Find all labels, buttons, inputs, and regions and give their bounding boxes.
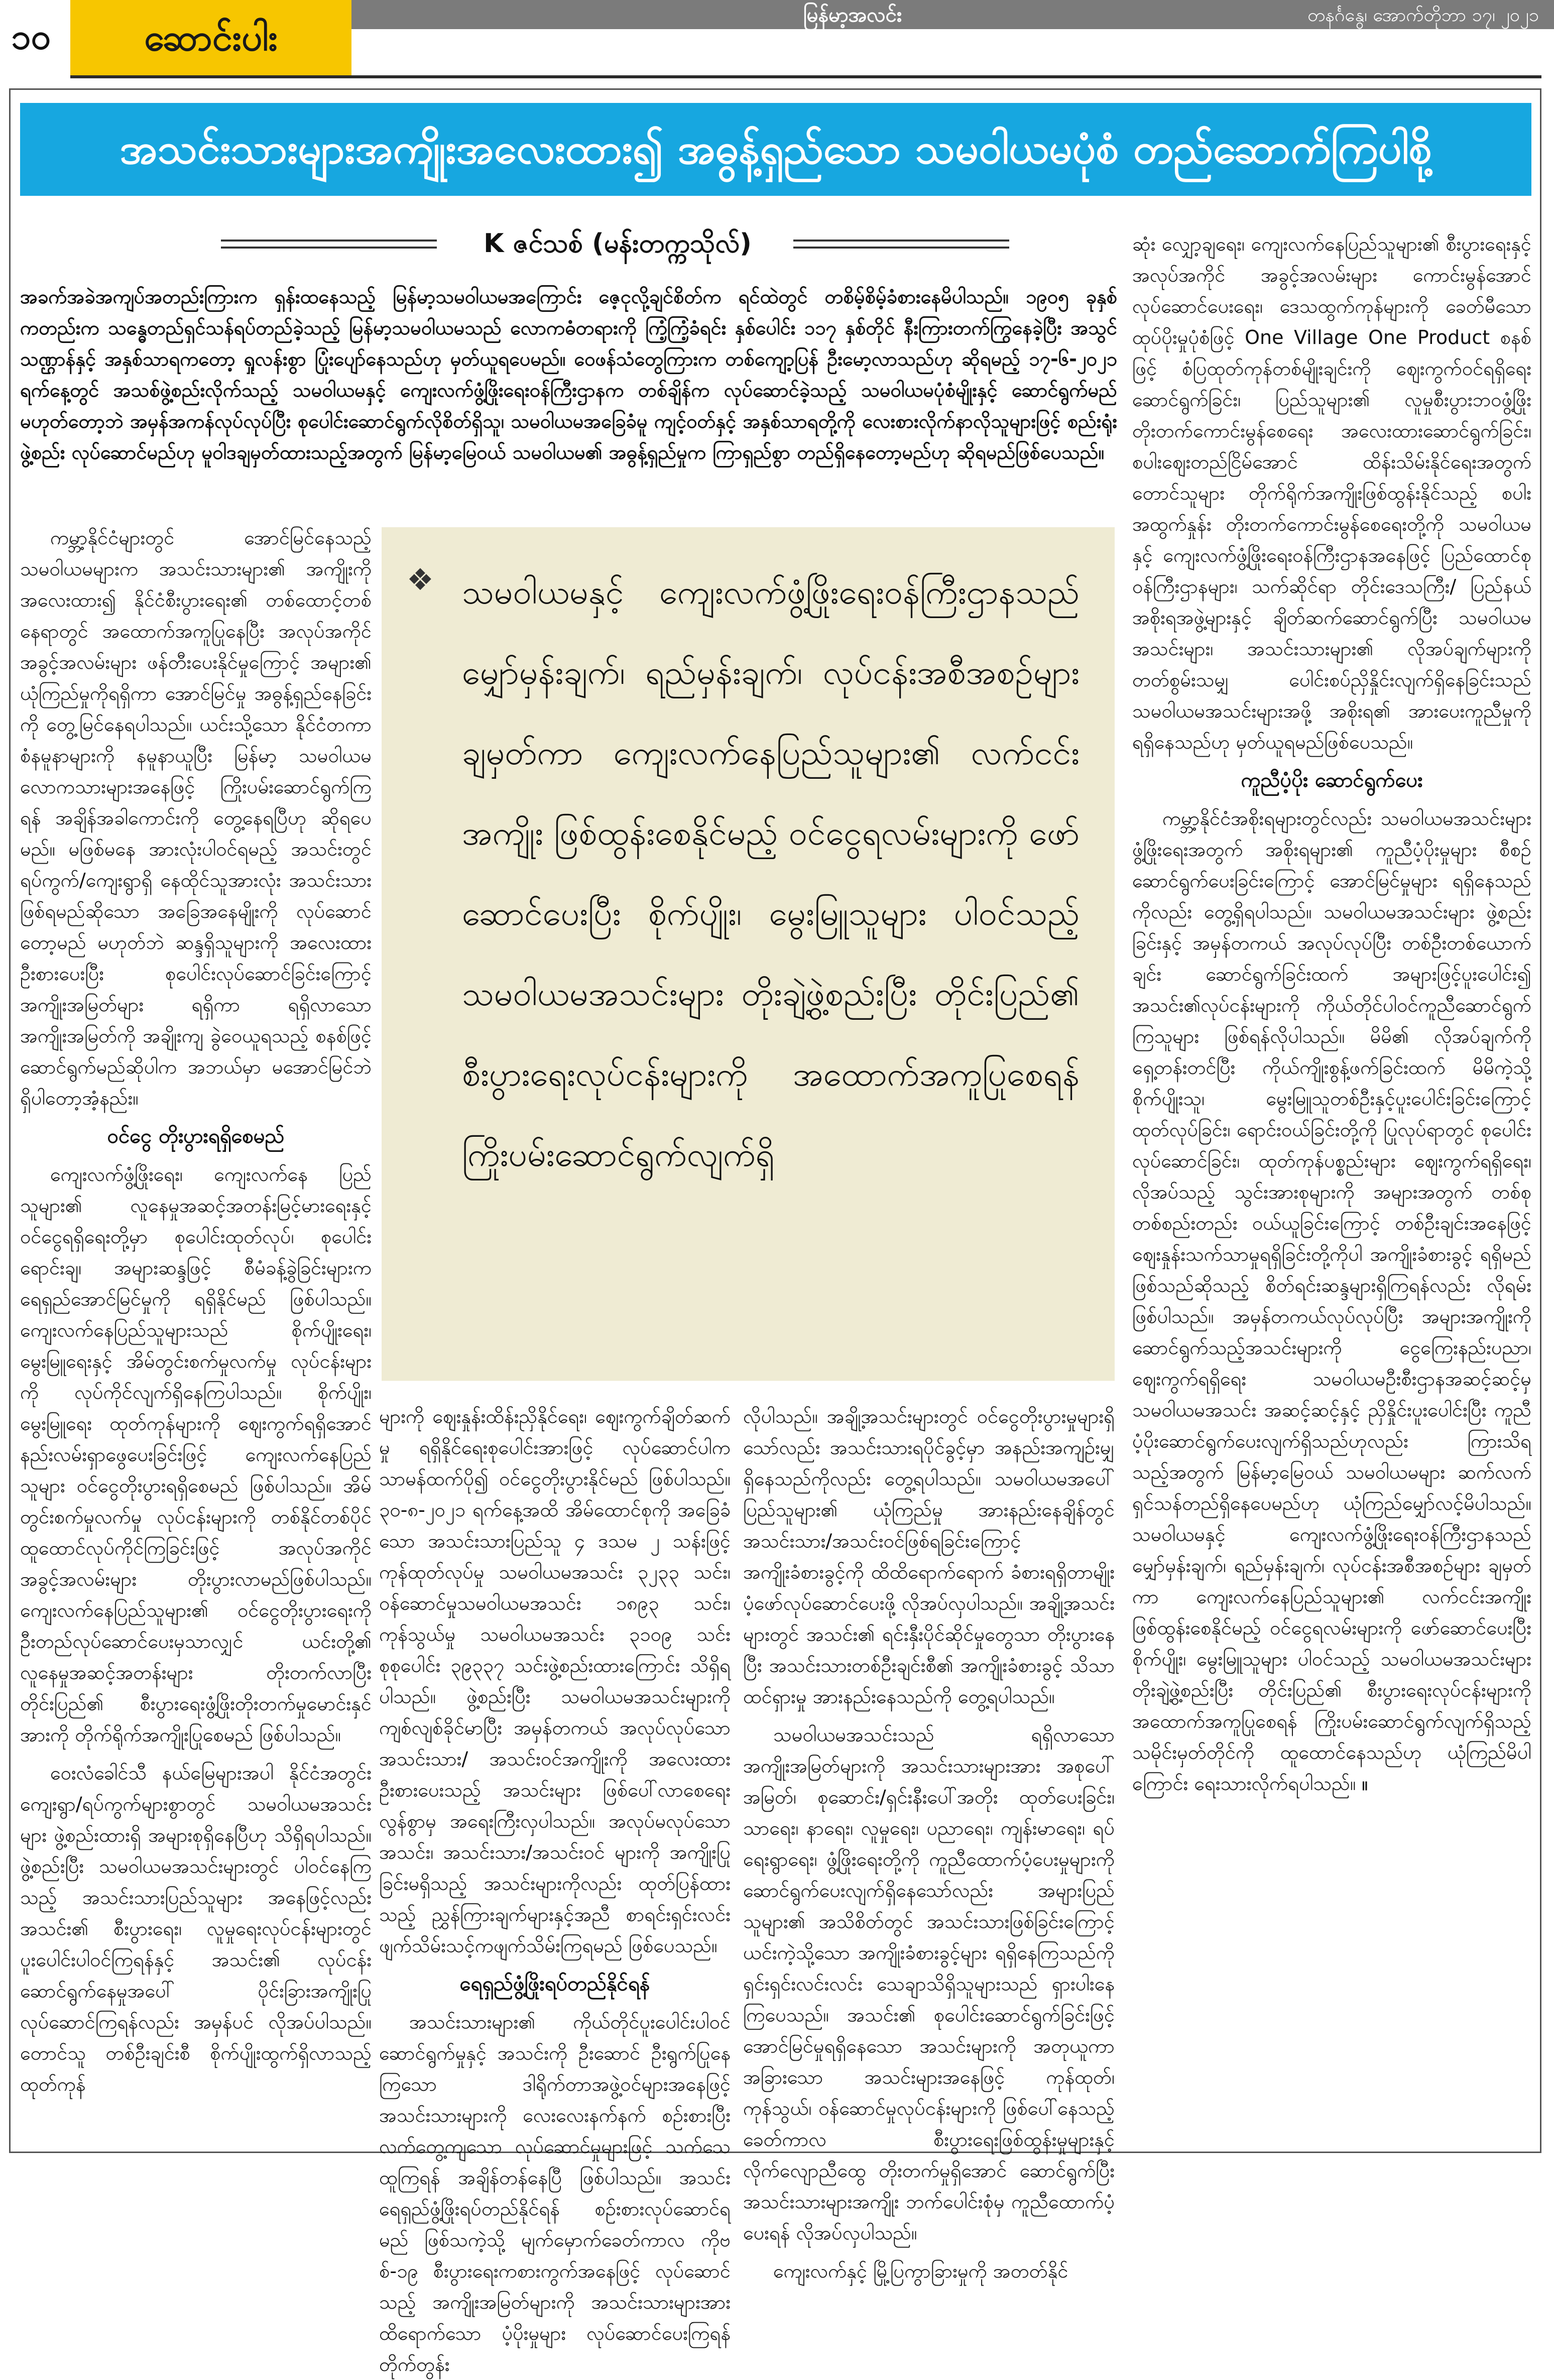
paragraph: သမဝါယမအသင်းသည် ရရှိလာသောအကျိုးအမြတ်များကို အသင်းသားများအား အစုပေါ် အမြတ်၊ စုဆောင်း/ရှင်းနီးပေါ်အတိုး ထုတ်ပေးခြင်း၊ သာရေး၊ နာရေး၊ လူမှုရေး၊ ပညာရေး၊ ကျန်းမာရေး၊ ရပ်ရေးရွာရေး၊ ဖွံ့ဖြိုးရေးတို့ကို ကူညီထောက်ပံ့ပေးမှုများကို ဆောင်ရွက်ပေးလျက်ရှိနေသော်လည်း အများပြည်သူများ၏ အသိစိတ်တွင် အသင်းသားဖြစ်ခြင်းကြောင့် ယင်းကဲ့သို့သော အကျိုးခံစားခွင့်များ ရရှိနေကြသည်ကို ရှင်းရှင်းလင်းလင်း သေချာသိရှိသူများသည် ရှားပါးနေကြပေသည်။ အသင်း၏ စုပေါင်းဆောင်ရွက်ခြင်းဖြင့် အောင်မြင်မှုရရှိနေသော အသင်းများကို အတုယူကာ အခြားသော အသင်းများအနေဖြင့် ကုန်ထုတ်၊ ကုန်သွယ်၊ ဝန်ဆောင်မှုလုပ်ငန်းများကို ဖြစ်ပေါ်နေသည့် ခေတ်ကာလ စီးပွားရေးဖြစ်ထွန်းမှုများနှင့် လိုက်လျောညီထွေ တိုးတက်မှုရှိအောင် ဆောင်ရွက်ပြီး အသင်းသားများအကျိုး ဘက်ပေါင်းစုံမှ ကူညီထောက်ပံ့ပေးရန် လိုအပ်လှပါသည်။	[743, 1724, 1115, 2244]
column-2	[379, 1401, 731, 2375]
page-number: ၁၀	[11, 16, 51, 57]
byline-rule-right	[793, 240, 1009, 249]
byline-rule-left	[221, 240, 437, 249]
lead-paragraph-block	[20, 281, 1117, 502]
paragraph: ဝေးလံခေါင်သီ နယ်မြေများအပါ နိုင်ငံအတွင်း ကျေးရွာ/ရပ်ကွက်များစွာတွင် သမဝါယမအသင်းများ ဖွဲ့စည်းထားရှိ အများစုရှိနေပြီဟု သိရှိရပါသည်။ ဖွဲ့စည်းပြီး သမဝါယမအသင်းများတွင် ပါဝင်နေကြသည့် အသင်းသားပြည်သူများ အနေဖြင့်လည်း အသင်း၏ စီးပွားရေး၊ လူမှုရေးလုပ်ငန်းများတွင် ပူးပေါင်းပါဝင်ကြရန်နှင့် အသင်း၏ လုပ်ငန်းဆောင်ရွက်နေမှုအပေါ် ပိုင်းခြားအကျိုးပြု လုပ်ဆောင်ကြရန်လည်း အမှန်ပင် လိုအပ်ပါသည်။ တောင်သူ တစ်ဦးချင်းစီ စိုက်ပျိုးထွက်ရှိလာသည့် ထုတ်ကုန်	[20, 1762, 372, 2095]
paragraph: ကျေးလက်ဖွံ့ဖြိုးရေး၊ ကျေးလက်နေ ပြည်သူများ၏ လူနေမှုအဆင့်အတန်းမြင့်မားရေးနှင့် ဝင်ငွေရရှိရေးတို့မှာ စုပေါင်းထုတ်လုပ်၊ စုပေါင်းရောင်းချ၊ အများဆန္ဒဖြင့် စီမံခန့်ခွဲခြင်းများက ရေရှည်အောင်မြင်မှုကို ရရှိနိုင်မည် ဖြစ်ပါသည်။ ကျေးလက်နေပြည်သူများသည် စိုက်ပျိုးရေး၊ မွေးမြူရေးနှင့် အိမ်တွင်းစက်မှုလက်မှု လုပ်ငန်းများကို လုပ်ကိုင်လျက်ရှိနေကြပါသည်။ စိုက်ပျိုး၊ မွေးမြူရေး ထုတ်ကုန်များကို ဈေးကွက်ရရှိအောင် နည်းလမ်းရှာဖွေပေးခြင်းဖြင့် ကျေးလက်နေပြည်သူများ ဝင်ငွေတိုးပွားရရှိစေမည် ဖြစ်ပါသည်။ အိမ်တွင်းစက်မှုလက်မှု လုပ်ငန်းများကို တစ်နိုင်တစ်ပိုင်ထူထောင်လုပ်ကိုင်ကြခြင်းဖြင့် အလုပ်အကိုင်အခွင့်အလမ်းများ တိုးပွားလာမည်ဖြစ်ပါသည်။ ကျေးလက်နေပြည်သူများ၏ ဝင်ငွေတိုးပွားရေးကို ဦးတည်လုပ်ဆောင်ပေးမှသာလျှင် ယင်းတို့၏ လူနေမှုအဆင့်အတန်းများ တိုးတက်လာပြီး တိုင်းပြည်၏ စီးပွားရေးဖွံ့ဖြိုးတိုးတက်မှုမောင်းနှင်အားကို တိုက်ရိုက်အကျိုးပြုစေမည် ဖြစ်ပါသည်။	[20, 1163, 372, 1746]
column-1	[20, 522, 372, 2139]
page-header	[0, 0, 1554, 75]
lead-paragraph: အခက်အခဲအကျပ်အတည်းကြားက ရှန်းထနေသည့် မြန်မာ့သမဝါယမအကြောင်း ဇေ့ငုလို့ချင်စိတ်က ရင်ထဲတွင် တစိမ့်စိမ့်ခံစားနေမိပါသည်။ ၁၉၀၅ ခုနှစ်ကတည်းက သန္ဓေတည်ရှင်သန်ရပ်တည်ခဲ့သည့် မြန်မာ့သမဝါယမသည် လောကဓံတရားကို ကြံ့ကြံ့ခံရင်း နှစ်ပေါင်း ၁၁၇ နှစ်တိုင် နီးကြားတက်ကြွနေခဲ့ပြီး အသွင်သဏ္ဌာန်နှင့် အနှစ်သာရကတော့ ရှုလန်းစွာ ပြုံးပျော်နေသည်ဟု မှတ်ယူရပေမည်။ ဝေဖန်သံတွေကြားက တစ်ကျော့ပြန် ဦးမော့လာသည်ဟု ဆိုရမည့် ၁၇-၆-၂၀၂၁ ရက်နေ့တွင် အသစ်ဖွဲ့စည်းလိုက်သည့် သမဝါယမနှင့် ကျေးလက်ဖွံ့ဖြိုးရေးဝန်ကြီးဌာနက တစ်ချိန်က လုပ်ဆောင်ခဲ့သည့် သမဝါယမပုံစံမျိုးနှင့် ဆောင်ရွက်မည် မဟုတ်တော့ဘဲ အမှန်အကန်လုပ်လုပ်ပြီး စုပေါင်းဆောင်ရွက်လိုစိတ်ရှိသူ၊ သမဝါယမအခြေခံမူ ကျင့်ဝတ်နှင့် အနှစ်သာရတို့ကို လေးစားလိုက်နာလိုသူများဖြင့် စည်းရုံးဖွဲ့စည်း လုပ်ဆောင်မည်ဟု မူဝါဒချမှတ်ထားသည့်အတွက် မြန်မာ့မြေဝယ် သမဝါယမ၏ အဓွန့်ရှည်မှုက ကြာရှည်စွာ တည်ရှိနေတော့မည်ဟု ဆိုရမည်ဖြစ်ပေသည်။	[20, 286, 1117, 463]
subheading: ရေရှည်ဖွံ့ဖြိုးရပ်တည်နိုင်ရန်	[459, 1972, 650, 1995]
pull-quote	[382, 527, 1115, 1381]
paragraph: ကမ္ဘာ့နိုင်ငံများတွင် အောင်မြင်နေသည့် သမဝါယမများက အသင်းသားများ၏ အကျိုးကို အလေးထား၍ နိုင်ငံစီးပွားရေး၏ တစ်ထောင့်တစ်နေရာတွင် အထောက်အကူပြုနေပြီး အလုပ်အကိုင် အခွင့်အလမ်းများ ဖန်တီးပေးနိုင်မှုကြောင့် အများ၏ ယုံကြည်မှုကိုရရှိကာ အောင်မြင်မှု အဓွန့်ရှည်နေခြင်းကို တွေ့မြင်နေရပါသည်။ ယင်းသို့သော နိုင်ငံတကာစံနမူနာများကို နမူနာယူပြီး မြန်မာ့ သမဝါယမလောကသားများအနေဖြင့် ကြိုးပမ်းဆောင်ရွက်ကြရန် အချိန်အခါကောင်းကို တွေ့နေရပြီဟု ဆိုရပေမည်။ မဖြစ်မနေ အားလုံးပါဝင်ရမည့် အသင်းတွင် ရပ်ကွက်/ကျေးရွာရှိ နေထိုင်သူအားလုံး အသင်းသားဖြစ်ရမည်ဆိုသော အခြေအနေမျိုးကို လုပ်ဆောင်တော့မည် မဟုတ်ဘဲ ဆန္ဒရှိသူများကို အလေးထားဦးစားပေးပြီး စုပေါင်းလုပ်ဆောင်ခြင်းကြောင့် အကျိုးအမြတ်များ ရရှိကာ ရရှိလာသော အကျိုးအမြတ်ကို အချိုးကျ ခွဲဝေယူရသည့် စနစ်ဖြင့် ဆောင်ရွက်မည်ဆိုပါက အဘယ်မှာ မအောင်မြင်ဘဲ ရှိပါတော့အံ့နည်း။	[20, 527, 372, 1109]
title-banner	[20, 103, 1531, 196]
paragraph: ကျေးလက်နှင့် မြို့ပြကွာခြားမှုကို အတတ်နိုင်	[773, 2260, 1068, 2282]
header-rule	[70, 75, 1541, 78]
byline: K ဇင်သစ် (မန်းတက္ကသိုလ်)	[484, 228, 752, 259]
paragraph	[1132, 803, 1531, 1799]
pull-quote-text: သမဝါယမနှင့် ကျေးလက်ဖွံ့ဖြိုးရေးဝန်ကြီးဌာနသည် မျှော်မှန်းချက်၊ ရည်မှန်းချက်၊ လုပ်ငန်းအစီအစဉ်များ ချမှတ်ကာ ကျေးလက်နေပြည်သူများ၏ လက်ငင်းအကျိုး ဖြစ်ထွန်းစေနိုင်မည့် ဝင်ငွေရလမ်းများကို ဖော်ဆောင်ပေးပြီး စိုက်ပျိုး၊ မွေးမြူသူများ ပါဝင်သည့် သမဝါယမအသင်းများ တိုးချဲ့ဖွဲ့စည်းပြီး တိုင်းပြည်၏ စီးပွားရေးလုပ်ငန်းများကို အထောက်အကူပြုစေရန် ကြိုးပမ်းဆောင်ရွက်လျက်ရှိ	[462, 573, 1080, 1174]
paragraph: အသင်းသားများ၏ ကိုယ်တိုင်ပူးပေါင်းပါဝင် ဆောင်ရွက်မှုနှင့် အသင်းကို ဦးဆောင် ဦးရွက်ပြုနေကြသော ဒါရိုက်တာအဖွဲ့ဝင်များအနေဖြင့် အသင်းသားများကို လေးလေးနက်နက် စဉ်းစားပြီး လက်တွေ့ကျသော လုပ်ဆောင်မှုများဖြင့် သက်သေထူကြရန် အချိန်တန်နေပြီ ဖြစ်ပါသည်။ အသင်းရေရှည်ဖွံ့ဖြိုးရပ်တည်နိုင်ရန် စဉ်းစားလုပ်ဆောင်ရမည် ဖြစ်သကဲ့သို့ မျက်မှောက်ခေတ်ကာလ ကိုဗစ်-၁၉ စီးပွားရေးကစားကွက်အနေဖြင့် လုပ်ဆောင်သည့် အကျိုးအမြတ်များကို အသင်းသားများအား ထိရောက်သော ပံ့ပိုးမှုများ လုပ်ဆောင်ပေးကြရန် တိုက်တွန်း	[379, 2011, 731, 2375]
column-3	[743, 1401, 1115, 2282]
byline-block	[20, 228, 1115, 259]
subheading: ဝင်ငွေ တိုးပွားရရှိစေမည်	[107, 1125, 285, 1148]
paragraph: လိုပါသည်။ အချို့အသင်းများတွင် ဝင်ငွေတိုးပွားမှုများရှိသော်လည်း အသင်းသားရပိုင်ခွင့်မှာ အနည်းအကျဉ်းမျှရှိနေသည်ကိုလည်း တွေ့ရပါသည်။ သမဝါယမအပေါ် ပြည်သူများ၏ ယုံကြည်မှု အားနည်းနေချိန်တွင် အသင်းသား/အသင်းဝင်ဖြစ်ရခြင်းကြောင့် အကျိုးခံစားခွင့်ကို ထိထိရောက်ရောက် ခံစားရရှိတာမျိုး ပံ့ဖော်လုပ်ဆောင်ပေးဖို့ လိုအပ်လှပါသည်။ အချို့အသင်းများတွင် အသင်း၏ ရင်းနှီးပိုင်ဆိုင်မှုတွေသာ တိုးပွားနေပြီး အသင်းသားတစ်ဦးချင်းစီ၏ အကျိုးခံစားခွင့် သိသာထင်ရှားမှု အားနည်းနေသည်ကို တွေ့ရပါသည်။	[743, 1405, 1115, 1708]
header-bar	[351, 0, 1554, 29]
column-4	[1132, 228, 1531, 2139]
paragraph: များကို ဈေးနှုန်းထိန်းညှိနိုင်ရေး၊ ဈေးကွက်ချိတ်ဆက်မှု ရရှိနိုင်ရေးစုပေါင်းအားဖြင့် လုပ်ဆောင်ပါက သာမန်ထက်ပို၍ ဝင်ငွေတိုးပွားနိုင်မည် ဖြစ်ပါသည်။ ၃၀-၈-၂၀၂၁ ရက်နေ့အထိ အိမ်ထောင်စုကို အခြေခံသော အသင်းသားပြည်သူ ၄ ဒသမ ၂ သန်းဖြင့် ကုန်ထုတ်လုပ်မှု သမဝါယမအသင်း ၃၂၃၃ သင်း၊ ဝန်ဆောင်မှုသမဝါယမအသင်း ၁၈၉၃ သင်း၊ ကုန်သွယ်မှု သမဝါယမအသင်း ၃၁၀၉ သင်း စုစုပေါင်း ၃၉၃၃၇ သင်းဖွဲ့စည်းထားကြောင်း သိရှိရပါသည်။ ဖွဲ့စည်းပြီး သမဝါယမအသင်းများကို ကျစ်လျစ်ခိုင်မာပြီး အမှန်တကယ် အလုပ်လုပ်သော အသင်းသား/ အသင်းဝင်အကျိုးကို အလေးထား ဦးစားပေးသည့် အသင်းများ ဖြစ်ပေါ်လာစေရေး လွန်စွာမှ အရေးကြီးလှပါသည်။ အလုပ်မလုပ်သော အသင်း၊ အသင်းသား/အသင်းဝင် များကို အကျိုးပြုခြင်းမရှိသည့် အသင်းများကိုလည်း ထုတ်ပြန်ထားသည့် ညွှန်ကြားချက်များနှင့်အညီ စာရင်းရှင်းလင်း ဖျက်သိမ်းသင့်ကဖျက်သိမ်းကြရမည် ဖြစ်ပေသည်။	[379, 1405, 731, 1957]
article-title: အသင်းသားများအကျိုးအလေးထား၍ အဓွန့်ရှည်သော သမဝါယမပုံစံ တည်ဆောက်ကြပါစို့	[119, 126, 1432, 173]
diamond-bullet-icon: ❖	[407, 562, 434, 598]
end-mark: ။	[1362, 1772, 1368, 1795]
publication-date: တနင်္ဂနွေ၊ အောက်တိုဘာ ၁၇၊ ၂၀၂၁	[1307, 5, 1539, 26]
paragraph: ဆုံး လျှော့ချရေး၊ ကျေးလက်နေပြည်သူများ၏ စီးပွားရေးနှင့် အလုပ်အကိုင် အခွင့်အလမ်းများ ကောင်းမွန်အောင် လုပ်ဆောင်ပေးရေး၊ ဒေသထွက်ကုန်များကို ခေတ်မီသော ထုပ်ပိုးမှုပုံစံဖြင့် One Village One Product စနစ်ဖြင့် စံပြထုတ်ကုန်တစ်မျိုးချင်းကို ဈေးကွက်ဝင်ရရှိရေး ဆောင်ရွက်ခြင်း၊ ပြည်သူများ၏ လူမှုစီးပွားဘဝဖွံ့ဖြိုးတိုးတက်ကောင်းမွန်စေရေး အလေးထားဆောင်ရွက်ခြင်း၊ စပါးဈေးတည်ငြိမ်အောင် ထိန်းသိမ်းနိုင်ရေးအတွက် တောင်သူများ တိုက်ရိုက်အကျိုးဖြစ်ထွန်းနိုင်သည့် စပါးအထွက်နှုန်း တိုးတက်ကောင်းမွန်စေရေးတို့ကို သမဝါယမနှင့် ကျေးလက်ဖွံ့ဖြိုးရေးဝန်ကြီးဌာနအနေဖြင့် ပြည်ထောင်စုဝန်ကြီးဌာနများ၊ သက်ဆိုင်ရာ တိုင်းဒေသကြီး/ ပြည်နယ်အစိုးရအဖွဲ့များနှင့် ချိတ်ဆက်ဆောင်ရွက်ပြီး သမဝါယမအသင်းများ၊ အသင်းသားများ၏ လိုအပ်ချက်များကို တတ်စွမ်းသမျှ ပေါင်းစပ်ညှိနှိုင်းလျက်ရှိနေခြင်းသည် သမဝါယမအသင်းများအဖို့ အစိုးရ၏ အားပေးကူညီမှုကို ရရှိနေသည်ဟု မှတ်ယူရမည်ဖြစ်ပေသည်။	[1132, 233, 1531, 753]
subheading: ကူညီပံ့ပိုး ဆောင်ရွက်ပေး	[1241, 769, 1423, 792]
paragraph-text: ကမ္ဘာ့နိုင်ငံအစိုးရများတွင်လည်း သမဝါယမအသင်းများဖွံ့ဖြိုးရေးအတွက် အစိုးရများ၏ ကူညီပံ့ပိုးမှုများ စီစဉ်ဆောင်ရွက်ပေးခြင်းကြောင့် အောင်မြင်မှုများ ရရှိနေသည်ကိုလည်း တွေ့ရှိရပါသည်။ သမဝါယမအသင်းများ ဖွဲ့စည်းခြင်းနှင့် အမှန်တကယ် အလုပ်လုပ်ပြီး တစ်ဦးတစ်ယောက်ချင်း ဆောင်ရွက်ခြင်းထက် အများဖြင့်ပူးပေါင်း၍ အသင်း၏လုပ်ငန်းများကို ကိုယ်တိုင်ပါဝင်ကူညီဆောင်ရွက်ကြသူများ ဖြစ်ရန်လိုပါသည်။ မိမိ၏ လိုအပ်ချက်ကို ရှေ့တန်းတင်ပြီး ကိုယ်ကျိုးစွန့်ဖက်ခြင်းထက် မိမိကဲ့သို့ စိုက်ပျိုးသူ၊ မွေးမြူသူတစ်ဦးနှင့်ပူးပေါင်းခြင်းကြောင့် ထုတ်လုပ်ခြင်း၊ ရောင်းဝယ်ခြင်းတို့ကို ပြုလုပ်ရာတွင် စုပေါင်းလုပ်ဆောင်ခြင်း၊ ထုတ်ကုန်ပစ္စည်းများ ဈေးကွက်ရရှိရေး၊ လိုအပ်သည့် သွင်းအားစုများကို အများအတွက် တစ်စုတစ်စည်းတည်း ဝယ်ယူခြင်းကြောင့် တစ်ဦးချင်းအနေဖြင့် ဈေးနှုန်းသက်သာမှုရရှိခြင်းတို့ကိုပါ အကျိုးခံစားခွင့် ရရှိမည်ဖြစ်သည်ဆိုသည့် စိတ်ရင်းဆန္ဒများရှိကြရန်လည်း လိုရမ်းဖြစ်ပါသည်။ အမှန်တကယ်လုပ်လုပ်ပြီး အများအကျိုးကို ဆောင်ရွက်သည့်အသင်းများကို ငွေကြေးနည်းပညာ၊ ဈေးကွက်ရရှိရေး သမဝါယမဦးစီးဌာနအဆင့်ဆင့်မှ သမဝါယမအသင်း အဆင့်ဆင့်နှင့် ညှိနှိုင်းပူးပေါင်းပြီး ကူညီပံ့ပိုးဆောင်ရွက်ပေးလျက်ရှိသည်ဟုလည်း ကြားသိရသည့်အတွက် မြန်မာ့မြေဝယ် သမဝါယမများ ဆက်လက် ရှင်သန်တည်ရှိနေပေမည်ဟု ယုံကြည်မျှော်လင့်မိပါသည်။ သမဝါယမနှင့် ကျေးလက်ဖွံ့ဖြိုးရေးဝန်ကြီးဌာနသည် မျှော်မှန်းချက်၊ ရည်မှန်းချက်၊ လုပ်ငန်းအစီအစဉ်များ ချမှတ်ကာ ကျေးလက်နေပြည်သူများ၏ လက်ငင်းအကျိုး ဖြစ်ထွန်းစေနိုင်မည့် ဝင်ငွေရလမ်းများကို ဖော်ဆောင်ပေးပြီး စိုက်ပျိုး၊ မွေးမြူသူများ ပါဝင်သည့် သမဝါယမအသင်းများ တိုးချဲ့ဖွဲ့စည်းပြီး တိုင်းပြည်၏ စီးပွားရေးလုပ်ငန်းများကို အထောက်အကူပြုစေရန် ကြိုးပမ်းဆောင်ရွက်လျက်ရှိသည့် သမိုင်းမှတ်တိုင်ကို ထူထောင်နေသည်ဟု ယုံကြည်မိပါကြောင်း ရေးသားလိုက်ရပါသည်။	[1132, 807, 1531, 1795]
publication-name: မြန်မာ့အလင်း	[803, 4, 902, 27]
section-label: ဆောင်းပါး	[70, 0, 351, 75]
